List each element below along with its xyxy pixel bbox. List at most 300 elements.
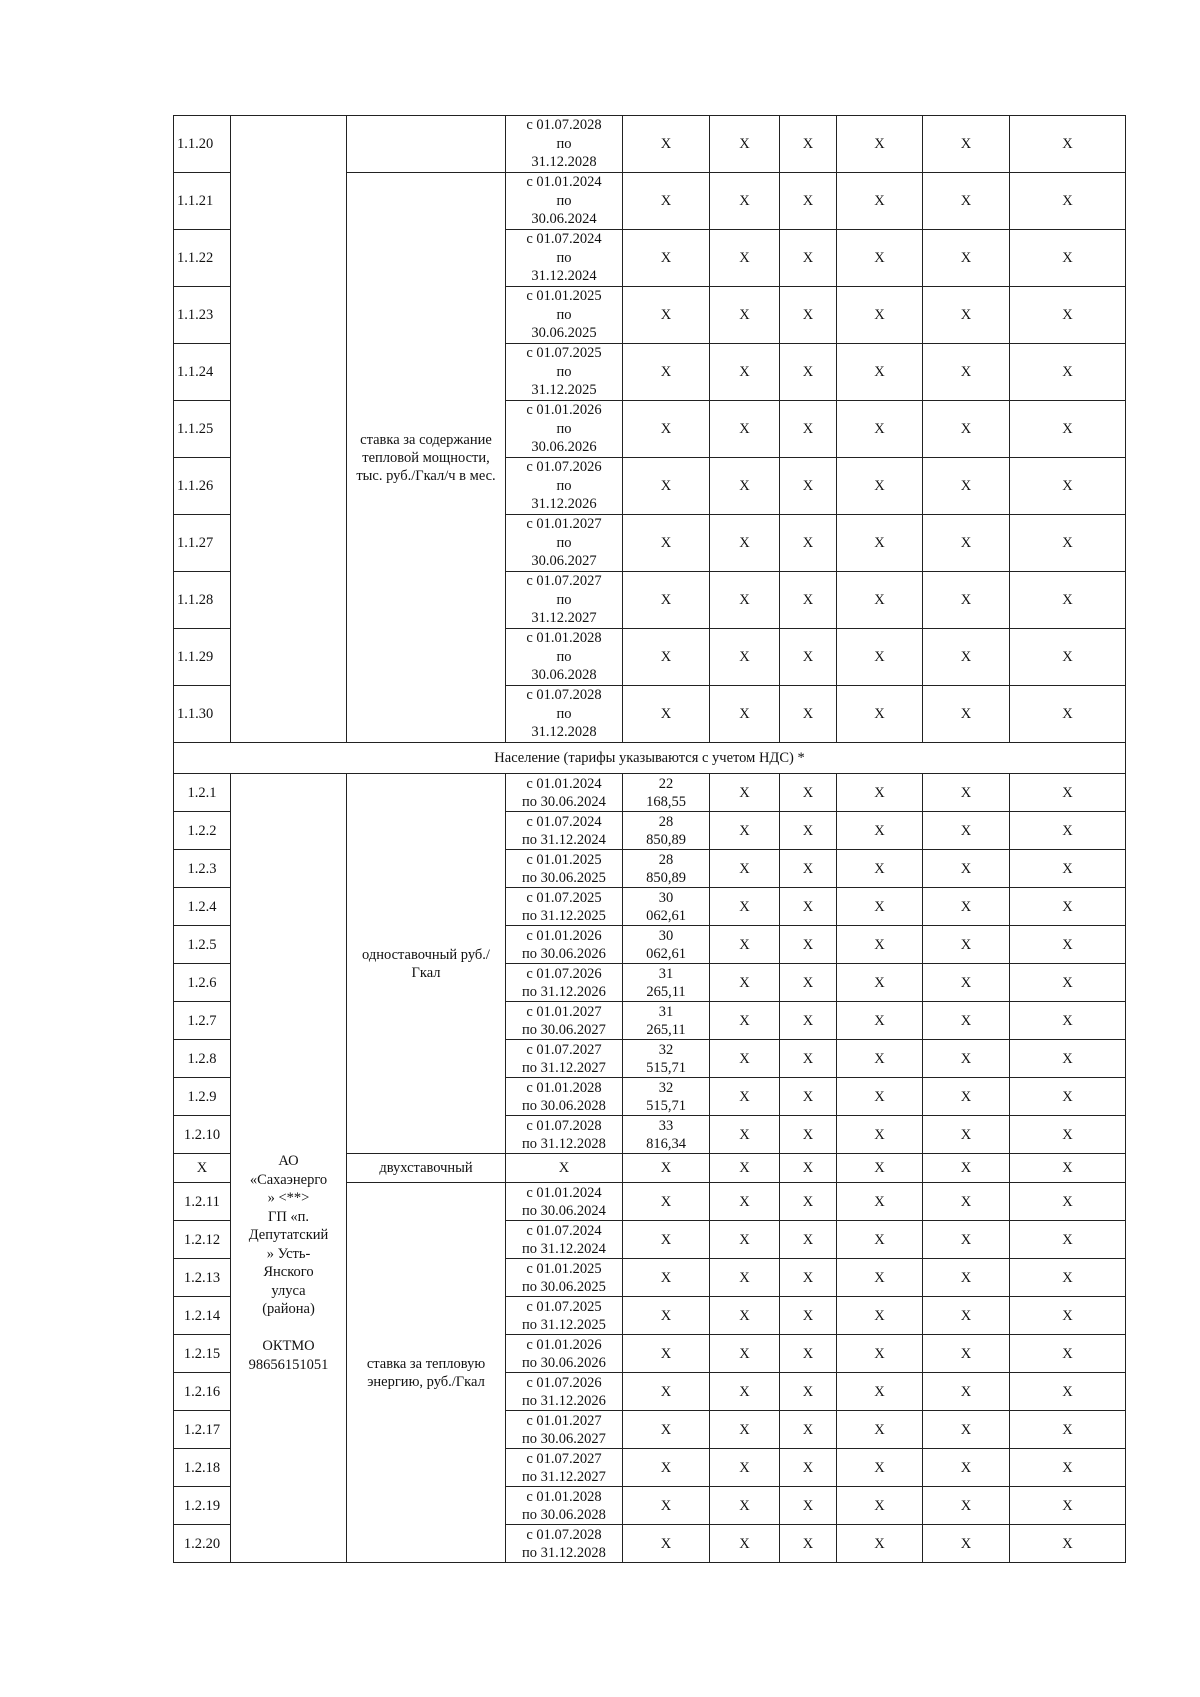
period-cell (506, 629, 623, 686)
value-cell: X (780, 116, 837, 173)
tariff-value-line: 062,61 (646, 945, 686, 962)
value-cell: X (837, 515, 923, 572)
row-number: 1.2.2 (174, 812, 231, 850)
value-cell: X (1010, 1411, 1126, 1449)
tariff-value-line: 28 (658, 813, 674, 830)
period-line: с 01.07.2026 (526, 459, 602, 476)
value-cell: X (1010, 1373, 1126, 1411)
value-cell: X (710, 287, 780, 344)
value-cell: X (1010, 850, 1126, 888)
period-cell (506, 401, 623, 458)
row-number: 1.1.24 (174, 344, 231, 401)
period-line: с 01.07.2025 (526, 345, 602, 362)
value-cell: X (710, 686, 780, 743)
tariff-value-line: 32 (658, 1079, 674, 1096)
value-cell: X (623, 1297, 710, 1335)
value-cell: X (837, 1078, 923, 1116)
value-cell: X (623, 1449, 710, 1487)
row-number: 1.2.14 (174, 1297, 231, 1335)
value-cell: X (837, 572, 923, 629)
period-line: по (556, 705, 572, 722)
value-cell: X (1010, 515, 1126, 572)
value-cell: X (1010, 401, 1126, 458)
value-cell: X (1010, 1297, 1126, 1335)
row-number: 1.2.1 (174, 774, 231, 812)
organization-line: улуса (271, 1282, 306, 1299)
period-line: с 01.01.2024 (526, 174, 602, 191)
row-number: 1.1.20 (174, 116, 231, 173)
row-number: 1.2.6 (174, 964, 231, 1002)
row-number: 1.2.20 (174, 1525, 231, 1563)
value-cell: X (623, 629, 710, 686)
value-cell: X (923, 686, 1010, 743)
period-line: с 01.07.2028 (526, 117, 602, 134)
period-line: по 31.12.2026 (522, 1392, 606, 1409)
period-line: с 01.01.2026 (526, 1336, 602, 1353)
period-line: с 01.01.2025 (526, 288, 602, 305)
value-cell: X (837, 1487, 923, 1525)
period-line: по (556, 306, 572, 323)
value-cell: X (710, 1449, 780, 1487)
period-line: по 30.06.2027 (522, 1021, 606, 1038)
value-cell: X (623, 572, 710, 629)
period-line: по (556, 420, 572, 437)
row-number: 1.1.21 (174, 173, 231, 230)
value-cell: X (780, 964, 837, 1002)
indicator-cell-empty (347, 116, 506, 173)
period-line: по 31.12.2028 (522, 1135, 606, 1152)
value-cell: X (837, 1154, 923, 1183)
single-rate-label: одноставочный руб./Гкал (347, 774, 506, 1154)
value-cell: X (623, 287, 710, 344)
value-cell: X (1010, 1335, 1126, 1373)
value-cell: X (710, 1297, 780, 1335)
value-cell: X (710, 1487, 780, 1525)
period-cell (506, 1335, 623, 1373)
value-cell: X (1010, 1221, 1126, 1259)
value-cell: X (1010, 1040, 1126, 1078)
period-line: с 01.01.2028 (526, 1488, 602, 1505)
period-line: по 30.06.2027 (522, 1430, 606, 1447)
value-cell: X (1010, 1002, 1126, 1040)
value-cell: X (923, 173, 1010, 230)
period-line: с 01.01.2024 (526, 775, 602, 792)
period-cell (506, 1487, 623, 1525)
value-cell: X (710, 116, 780, 173)
value-cell: X (923, 230, 1010, 287)
value-cell: X (1010, 1487, 1126, 1525)
value-cell: X (923, 458, 1010, 515)
period-line: по (556, 591, 572, 608)
heat-rate-label: ставка за тепловую энергию, руб./Гкал (347, 1183, 506, 1563)
organization-line: «Сахаэнерго (249, 1171, 328, 1188)
value-cell: X (837, 230, 923, 287)
period-line: по 30.06.2028 (522, 1506, 606, 1523)
value-cell: X (923, 629, 1010, 686)
period-line: по 30.06.2024 (522, 793, 606, 810)
period-cell (506, 173, 623, 230)
row-number: 1.2.4 (174, 888, 231, 926)
tariff-value (623, 812, 710, 850)
value-cell: X (780, 1525, 837, 1563)
period-line: с 01.01.2026 (526, 402, 602, 419)
value-cell: X (1010, 629, 1126, 686)
value-cell: X (780, 686, 837, 743)
tariff-value-line: 850,89 (646, 831, 686, 848)
tariff-value (623, 888, 710, 926)
value-cell: X (780, 287, 837, 344)
period-cell (506, 1116, 623, 1154)
value-cell: X (837, 116, 923, 173)
period-line: с 01.07.2024 (526, 231, 602, 248)
value-cell: X (837, 888, 923, 926)
value-cell: X (837, 1411, 923, 1449)
value-cell: X (710, 1183, 780, 1221)
row-number: 1.2.19 (174, 1487, 231, 1525)
tariff-value (623, 964, 710, 1002)
value-cell: X (780, 1078, 837, 1116)
period-cell (506, 964, 623, 1002)
value-cell: X (923, 287, 1010, 344)
value-cell: X (710, 1078, 780, 1116)
row-number: 1.2.13 (174, 1259, 231, 1297)
value-cell: X (780, 515, 837, 572)
value-cell: X (1010, 116, 1126, 173)
period-cell (506, 1040, 623, 1078)
value-cell: X (837, 774, 923, 812)
row-number: 1.2.11 (174, 1183, 231, 1221)
value-cell: X (837, 1449, 923, 1487)
value-cell: X (923, 1449, 1010, 1487)
tariff-value-line: 30 (658, 889, 674, 906)
value-cell: X (1010, 1154, 1126, 1183)
row-number: 1.2.5 (174, 926, 231, 964)
period-line: по 30.06.2026 (522, 1354, 606, 1371)
value-cell: X (710, 629, 780, 686)
value-cell: X (923, 926, 1010, 964)
period-line: по 30.06.2024 (522, 1202, 606, 1219)
value-cell: X (837, 458, 923, 515)
row-number: 1.1.27 (174, 515, 231, 572)
period-cell (506, 1002, 623, 1040)
value-cell: X (710, 1116, 780, 1154)
period-line: 30.06.2026 (531, 439, 597, 456)
value-cell: X (1010, 1525, 1126, 1563)
value-cell: X (780, 629, 837, 686)
value-cell: X (780, 344, 837, 401)
value-cell: X (623, 1487, 710, 1525)
value-cell: X (710, 572, 780, 629)
period-line: с 01.01.2027 (526, 1003, 602, 1020)
tariff-value-line: 33 (658, 1117, 674, 1134)
value-cell: X (923, 850, 1010, 888)
two-rate-label: двухставочный (347, 1154, 506, 1183)
row-number: 1.1.28 (174, 572, 231, 629)
value-cell: X (623, 116, 710, 173)
period-line: по (556, 648, 572, 665)
value-cell: X (780, 1116, 837, 1154)
value-cell: X (623, 1525, 710, 1563)
period-line: с 01.07.2025 (526, 1298, 602, 1315)
value-cell: X (1010, 774, 1126, 812)
tariff-value-line: 265,11 (646, 983, 686, 1000)
value-cell: X (710, 1154, 780, 1183)
tariff-value-line: 168,55 (646, 793, 686, 810)
value-cell: X (923, 1183, 1010, 1221)
period-cell (506, 1297, 623, 1335)
value-cell: X (623, 1411, 710, 1449)
value-cell: X (623, 1221, 710, 1259)
section-row (174, 743, 1126, 774)
value-cell: X (923, 1525, 1010, 1563)
period-line: с 01.07.2027 (526, 1041, 602, 1058)
value-cell: X (780, 1487, 837, 1525)
value-cell: X (623, 686, 710, 743)
value-cell: X (780, 1373, 837, 1411)
period-line: по 30.06.2028 (522, 1097, 606, 1114)
period-line: 31.12.2028 (531, 154, 597, 171)
section-title: Население (тарифы указываются с учетом НДС) * (174, 743, 1126, 774)
period-cell (506, 1221, 623, 1259)
value-cell: X (780, 1002, 837, 1040)
value-cell: X (710, 1002, 780, 1040)
value-cell: X (710, 458, 780, 515)
value-cell: X (780, 401, 837, 458)
value-cell: X (780, 888, 837, 926)
value-cell: X (780, 572, 837, 629)
value-cell: X (780, 1335, 837, 1373)
value-cell: X (837, 1373, 923, 1411)
value-cell: X (923, 1002, 1010, 1040)
value-cell: X (837, 1297, 923, 1335)
value-cell: X (710, 926, 780, 964)
value-cell: X (837, 1002, 923, 1040)
row-number: 1.2.17 (174, 1411, 231, 1449)
value-cell: X (1010, 458, 1126, 515)
tariff-value (623, 1078, 710, 1116)
value-cell: X (923, 774, 1010, 812)
period-cell (506, 230, 623, 287)
row-number: 1.1.22 (174, 230, 231, 287)
value-cell: X (780, 812, 837, 850)
value-cell: X (837, 173, 923, 230)
value-cell: X (710, 774, 780, 812)
value-cell: X (837, 1259, 923, 1297)
value-cell: X (780, 850, 837, 888)
value-cell: X (837, 964, 923, 1002)
period-line: по 31.12.2027 (522, 1059, 606, 1076)
table-row (174, 116, 1126, 173)
period-cell (506, 1078, 623, 1116)
value-cell: X (923, 1411, 1010, 1449)
value-cell: X (623, 1373, 710, 1411)
tariff-value (623, 774, 710, 812)
period-cell (506, 1183, 623, 1221)
value-cell: X (710, 401, 780, 458)
value-cell: X (780, 458, 837, 515)
period-line: с 01.01.2027 (526, 1412, 602, 1429)
value-cell: X (923, 1116, 1010, 1154)
organization-line: » <**> (267, 1190, 310, 1206)
row-number: 1.1.26 (174, 458, 231, 515)
tariff-value-line: 28 (658, 851, 674, 868)
period-line: 31.12.2026 (531, 496, 597, 513)
tariff-table (173, 115, 1126, 1563)
organization-line: ОКТМО (262, 1338, 315, 1354)
period-line: 31.12.2025 (531, 382, 597, 399)
value-cell: X (1010, 230, 1126, 287)
period-line: по (556, 534, 572, 551)
value-cell: X (1010, 1449, 1126, 1487)
period-line: с 01.01.2027 (526, 516, 602, 533)
period-line: 30.06.2027 (531, 553, 597, 570)
period-line: по 31.12.2025 (522, 1316, 606, 1333)
tariff-value-line: 32 (658, 1041, 674, 1058)
period-line: 30.06.2028 (531, 667, 597, 684)
indicator-label: ставка за содержание тепловой мощности, тыс. руб./Гкал/ч в мес. (347, 173, 506, 743)
tariff-value (623, 1040, 710, 1078)
value-cell: X (623, 401, 710, 458)
period-line: с 01.07.2026 (526, 965, 602, 982)
row-number: 1.1.29 (174, 629, 231, 686)
tariff-value-line: 31 (658, 1003, 674, 1020)
value-cell: X (710, 850, 780, 888)
value-cell: X (780, 1297, 837, 1335)
value-cell: X (710, 812, 780, 850)
period-line: по 31.12.2024 (522, 1240, 606, 1257)
value-cell: X (1010, 1183, 1126, 1221)
value-cell: X (1010, 964, 1126, 1002)
value-cell: X (623, 1154, 710, 1183)
period-cell (506, 116, 623, 173)
period-cell (506, 1411, 623, 1449)
row-number: 1.2.8 (174, 1040, 231, 1078)
value-cell: X (1010, 1259, 1126, 1297)
value-cell: X (710, 888, 780, 926)
row-number: 1.2.15 (174, 1335, 231, 1373)
organization-line: АО (278, 1153, 299, 1169)
period-cell (506, 344, 623, 401)
value-cell: X (780, 774, 837, 812)
period-cell (506, 888, 623, 926)
period-line: по 31.12.2024 (522, 831, 606, 848)
period-line: с 01.07.2027 (526, 1450, 602, 1467)
period-cell (506, 812, 623, 850)
value-cell: X (837, 812, 923, 850)
value-cell: X (923, 812, 1010, 850)
period-line: по 31.12.2025 (522, 907, 606, 924)
value-cell: X (923, 572, 1010, 629)
value-cell: X (623, 1259, 710, 1297)
period-line: 31.12.2028 (531, 724, 597, 741)
row-number: 1.1.25 (174, 401, 231, 458)
value-cell: X (623, 230, 710, 287)
value-cell: X (923, 888, 1010, 926)
value-cell: X (780, 1259, 837, 1297)
value-cell: X (837, 1335, 923, 1373)
organization-line: (района) (262, 1301, 315, 1317)
period-line: с 01.07.2024 (526, 813, 602, 830)
value-cell: X (710, 1335, 780, 1373)
value-cell: X (923, 1221, 1010, 1259)
organization-line: 98656151051 (248, 1356, 329, 1373)
tariff-value-line: 515,71 (646, 1059, 686, 1076)
period-cell (506, 1449, 623, 1487)
period-cell (506, 686, 623, 743)
row-number: 1.2.7 (174, 1002, 231, 1040)
tariff-value-line: 850,89 (646, 869, 686, 886)
value-cell: X (837, 1221, 923, 1259)
period-line: по (556, 135, 572, 152)
period-cell (506, 774, 623, 812)
row-number: 1.2.18 (174, 1449, 231, 1487)
row-number: X (174, 1154, 231, 1183)
period-cell (506, 1525, 623, 1563)
row-number: 1.2.10 (174, 1116, 231, 1154)
value-cell: X (623, 344, 710, 401)
value-cell: X (710, 1040, 780, 1078)
value-cell: X (837, 287, 923, 344)
period-line: по 31.12.2026 (522, 983, 606, 1000)
period-cell (506, 850, 623, 888)
period-line: по 30.06.2026 (522, 945, 606, 962)
period-line: с 01.01.2025 (526, 851, 602, 868)
tariff-value (623, 850, 710, 888)
value-cell: X (780, 173, 837, 230)
period-line: по (556, 192, 572, 209)
table-row (174, 774, 1126, 812)
value-cell: X (837, 1183, 923, 1221)
value-cell: X (506, 1154, 623, 1183)
period-line: с 01.01.2025 (526, 1260, 602, 1277)
value-cell: X (837, 1525, 923, 1563)
period-line: по (556, 363, 572, 380)
value-cell: X (837, 629, 923, 686)
tariff-value-line: 30 (658, 927, 674, 944)
value-cell: X (780, 230, 837, 287)
value-cell: X (1010, 812, 1126, 850)
value-cell: X (837, 401, 923, 458)
value-cell: X (710, 173, 780, 230)
period-cell (506, 458, 623, 515)
period-cell (506, 572, 623, 629)
period-cell (506, 515, 623, 572)
value-cell: X (710, 1411, 780, 1449)
period-line: по 30.06.2025 (522, 869, 606, 886)
period-line: по 30.06.2025 (522, 1278, 606, 1295)
period-line: 30.06.2024 (531, 211, 597, 228)
value-cell: X (923, 344, 1010, 401)
row-number: 1.1.23 (174, 287, 231, 344)
value-cell: X (780, 926, 837, 964)
period-line: 31.12.2027 (531, 610, 597, 627)
value-cell: X (780, 1221, 837, 1259)
value-cell: X (710, 1525, 780, 1563)
value-cell: X (923, 1154, 1010, 1183)
tariff-value-line: 062,61 (646, 907, 686, 924)
tariff-value-line: 22 (658, 775, 674, 792)
value-cell: X (1010, 344, 1126, 401)
value-cell: X (710, 515, 780, 572)
value-cell: X (1010, 1078, 1126, 1116)
value-cell: X (923, 1373, 1010, 1411)
value-cell: X (780, 1183, 837, 1221)
value-cell: X (923, 401, 1010, 458)
value-cell: X (1010, 686, 1126, 743)
value-cell: X (623, 515, 710, 572)
period-cell (506, 287, 623, 344)
value-cell: X (837, 686, 923, 743)
